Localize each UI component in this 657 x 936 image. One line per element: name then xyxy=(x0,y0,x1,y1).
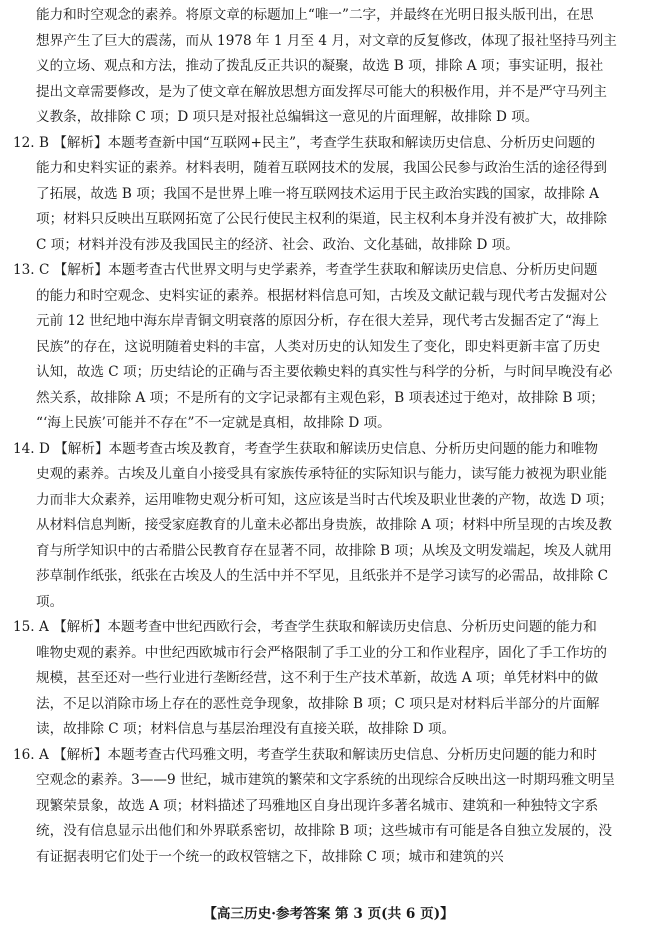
text-line: 力而非大众素养，运用唯物史观分析可知，这应该是当时古代埃及职业世袭的产物，故选 D 项； xyxy=(36,491,613,508)
text-line: 想界产生了巨大的震荡，而从 1978 年 1 月至 4 月，对文章的反复修改，体现了报社坚持马列主 xyxy=(36,32,617,49)
answer-item-16: 16. A 【解析】本题考查古代玛雅文明，考查学生获取和解读历史信息、分析历史问题的能力和时 xyxy=(13,746,597,763)
text-line: 认知，故选 C 项；历史结论的正确与否主要依赖史料的真实性与科学的分析，与时间早晚没有必 xyxy=(36,364,613,380)
text-line: 民族”的存在，这说明随着史料的丰富，人类对历史的认知发生了变化，即史料更新丰富了历史 xyxy=(36,338,601,355)
footer-label: 【高三历史·参考答案 第 3 页(共 6 页)】 xyxy=(203,906,454,922)
text-line: 莎草制作纸张，纸张在古埃及人的生活中并不罕见，且纸张并不是学习读写的必需品，故排除 C xyxy=(36,568,609,584)
text-line: 能力和时空观念的素养。将原文章的标题加上“唯一”二字，并最终在光明日报头版刊出，在思 xyxy=(36,7,594,23)
text-line: 义教条，故排除 C 项；D 项只是对报社总编辑这一意见的片面理解，故排除 D 项。 xyxy=(36,109,539,125)
text-line: 了拓展，故选 B 项；我国不是世界上唯一将互联网技术运用于民主政治实践的国家，故排除 A xyxy=(36,185,599,202)
answer-item-12: 12. B 【解析】本题考查新中国“互联网+民主”，考查学生获取和解读历史信息、分析历史问题的 xyxy=(13,134,596,151)
text-line: 法，不足以消除市场上存在的恶性竞争现象，故排除 B 项；C 项只是对材料后半部分的片面解 xyxy=(36,695,600,712)
answer-item-13: 13. C 【解析】本题考查古代世界文明与史学素养，考查学生获取和解读历史信息、分析历史问题 xyxy=(13,262,598,278)
text-line: C 项；材料并没有涉及我国民主的经济、社会、政治、文化基础，故排除 D 项。 xyxy=(36,236,519,253)
text-line: 有证据表明它们处于一个统一的政权管辖之下，故排除 C 项；城市和建筑的兴 xyxy=(36,848,504,865)
text-line: 然关系，故排除 A 项；不是所有的文字记录都有主观色彩，B 项表述过于绝对，故排除 B 项； xyxy=(36,389,604,406)
text-line: 项；材料只反映出互联网拓宽了公民行使民主权利的渠道，民主权利本身并没有被扩大，故排除 xyxy=(36,211,607,227)
page-footer xyxy=(0,903,657,925)
answer-item-15: 15. A 【解析】本题考查中世纪西欧行会，考查学生获取和解读历史信息、分析历史问题的能力和 xyxy=(13,619,597,635)
text-line: 统，没有信息显示出他们和外界联系密切，故排除 B 项；这些城市有可能是各自独立发展的，没 xyxy=(36,823,612,839)
text-line: 唯物史观的素养。中世纪西欧城市行会严格限制了手工业的分工和作业程序，固化了手工作坊的 xyxy=(36,644,607,661)
text-line: 读，故排除 C 项；材料信息与基层治理没有直接关联，故排除 D 项。 xyxy=(36,721,456,737)
text-line: 元前 12 世纪地中海东岸青铜文明衰落的原因分析，存在很大差异，现代考古发掘否定了“海上 xyxy=(36,313,600,329)
text-line: 项。 xyxy=(36,593,64,610)
text-line: 提出文章需要修改，是为了使文章在解放思想方面发挥尽可能大的积极作用，并不是严守马列主 xyxy=(36,83,607,100)
text-line: 现繁荣景象，故选 A 项；材料描述了玛雅地区自身出现许多著名城市、建筑和一种独特文字系 xyxy=(36,797,599,814)
text-line: “‘海上民族’可能并不存在”不一定就是真相，故排除 D 项。 xyxy=(36,415,391,431)
text-line: 空观念的素养。3——9 世纪，城市建筑的繁荣和文字系统的出现综合反映出这一时期玛雅文明呈 xyxy=(36,772,615,788)
text-line: 规模，甚至还对一些行业进行垄断经营，这不利于生产技术革新，故选 A 项；单凭材料中的做 xyxy=(36,670,599,686)
text-line: 义的立场、观点和方法，推动了拨乱反正共识的凝聚，故选 B 项，排除 A 项；事实证明，报社 xyxy=(36,58,604,74)
text-line: 能力和史料实证的素养。材料表明，随着互联网技术的发展，我国公民参与政治生活的途径得到 xyxy=(36,160,607,176)
text-line: 史观的素养。古埃及儿童自小接受具有家族传承特征的实际知识与能力，读写能力被视为职业能 xyxy=(36,466,607,482)
text-line: 的能力和时空观念、史料实证的素养。根据材料信息可知，古埃及文献记载与现代考古发掘对公 xyxy=(36,287,607,304)
answer-item-14: 14. D 【解析】本题考查古埃及教育，考查学生获取和解读历史信息、分析历史问题的能力和唯物 xyxy=(13,440,598,457)
text-line: 育与所学知识中的古希腊公民教育存在显著不同，故排除 B 项；从埃及文明发端起，埃及人就用 xyxy=(36,542,612,559)
text-line: 从材料信息判断，接受家庭教育的儿童未必都出身贵族，故排除 A 项；材料中所呈现的古埃及教 xyxy=(36,517,612,533)
